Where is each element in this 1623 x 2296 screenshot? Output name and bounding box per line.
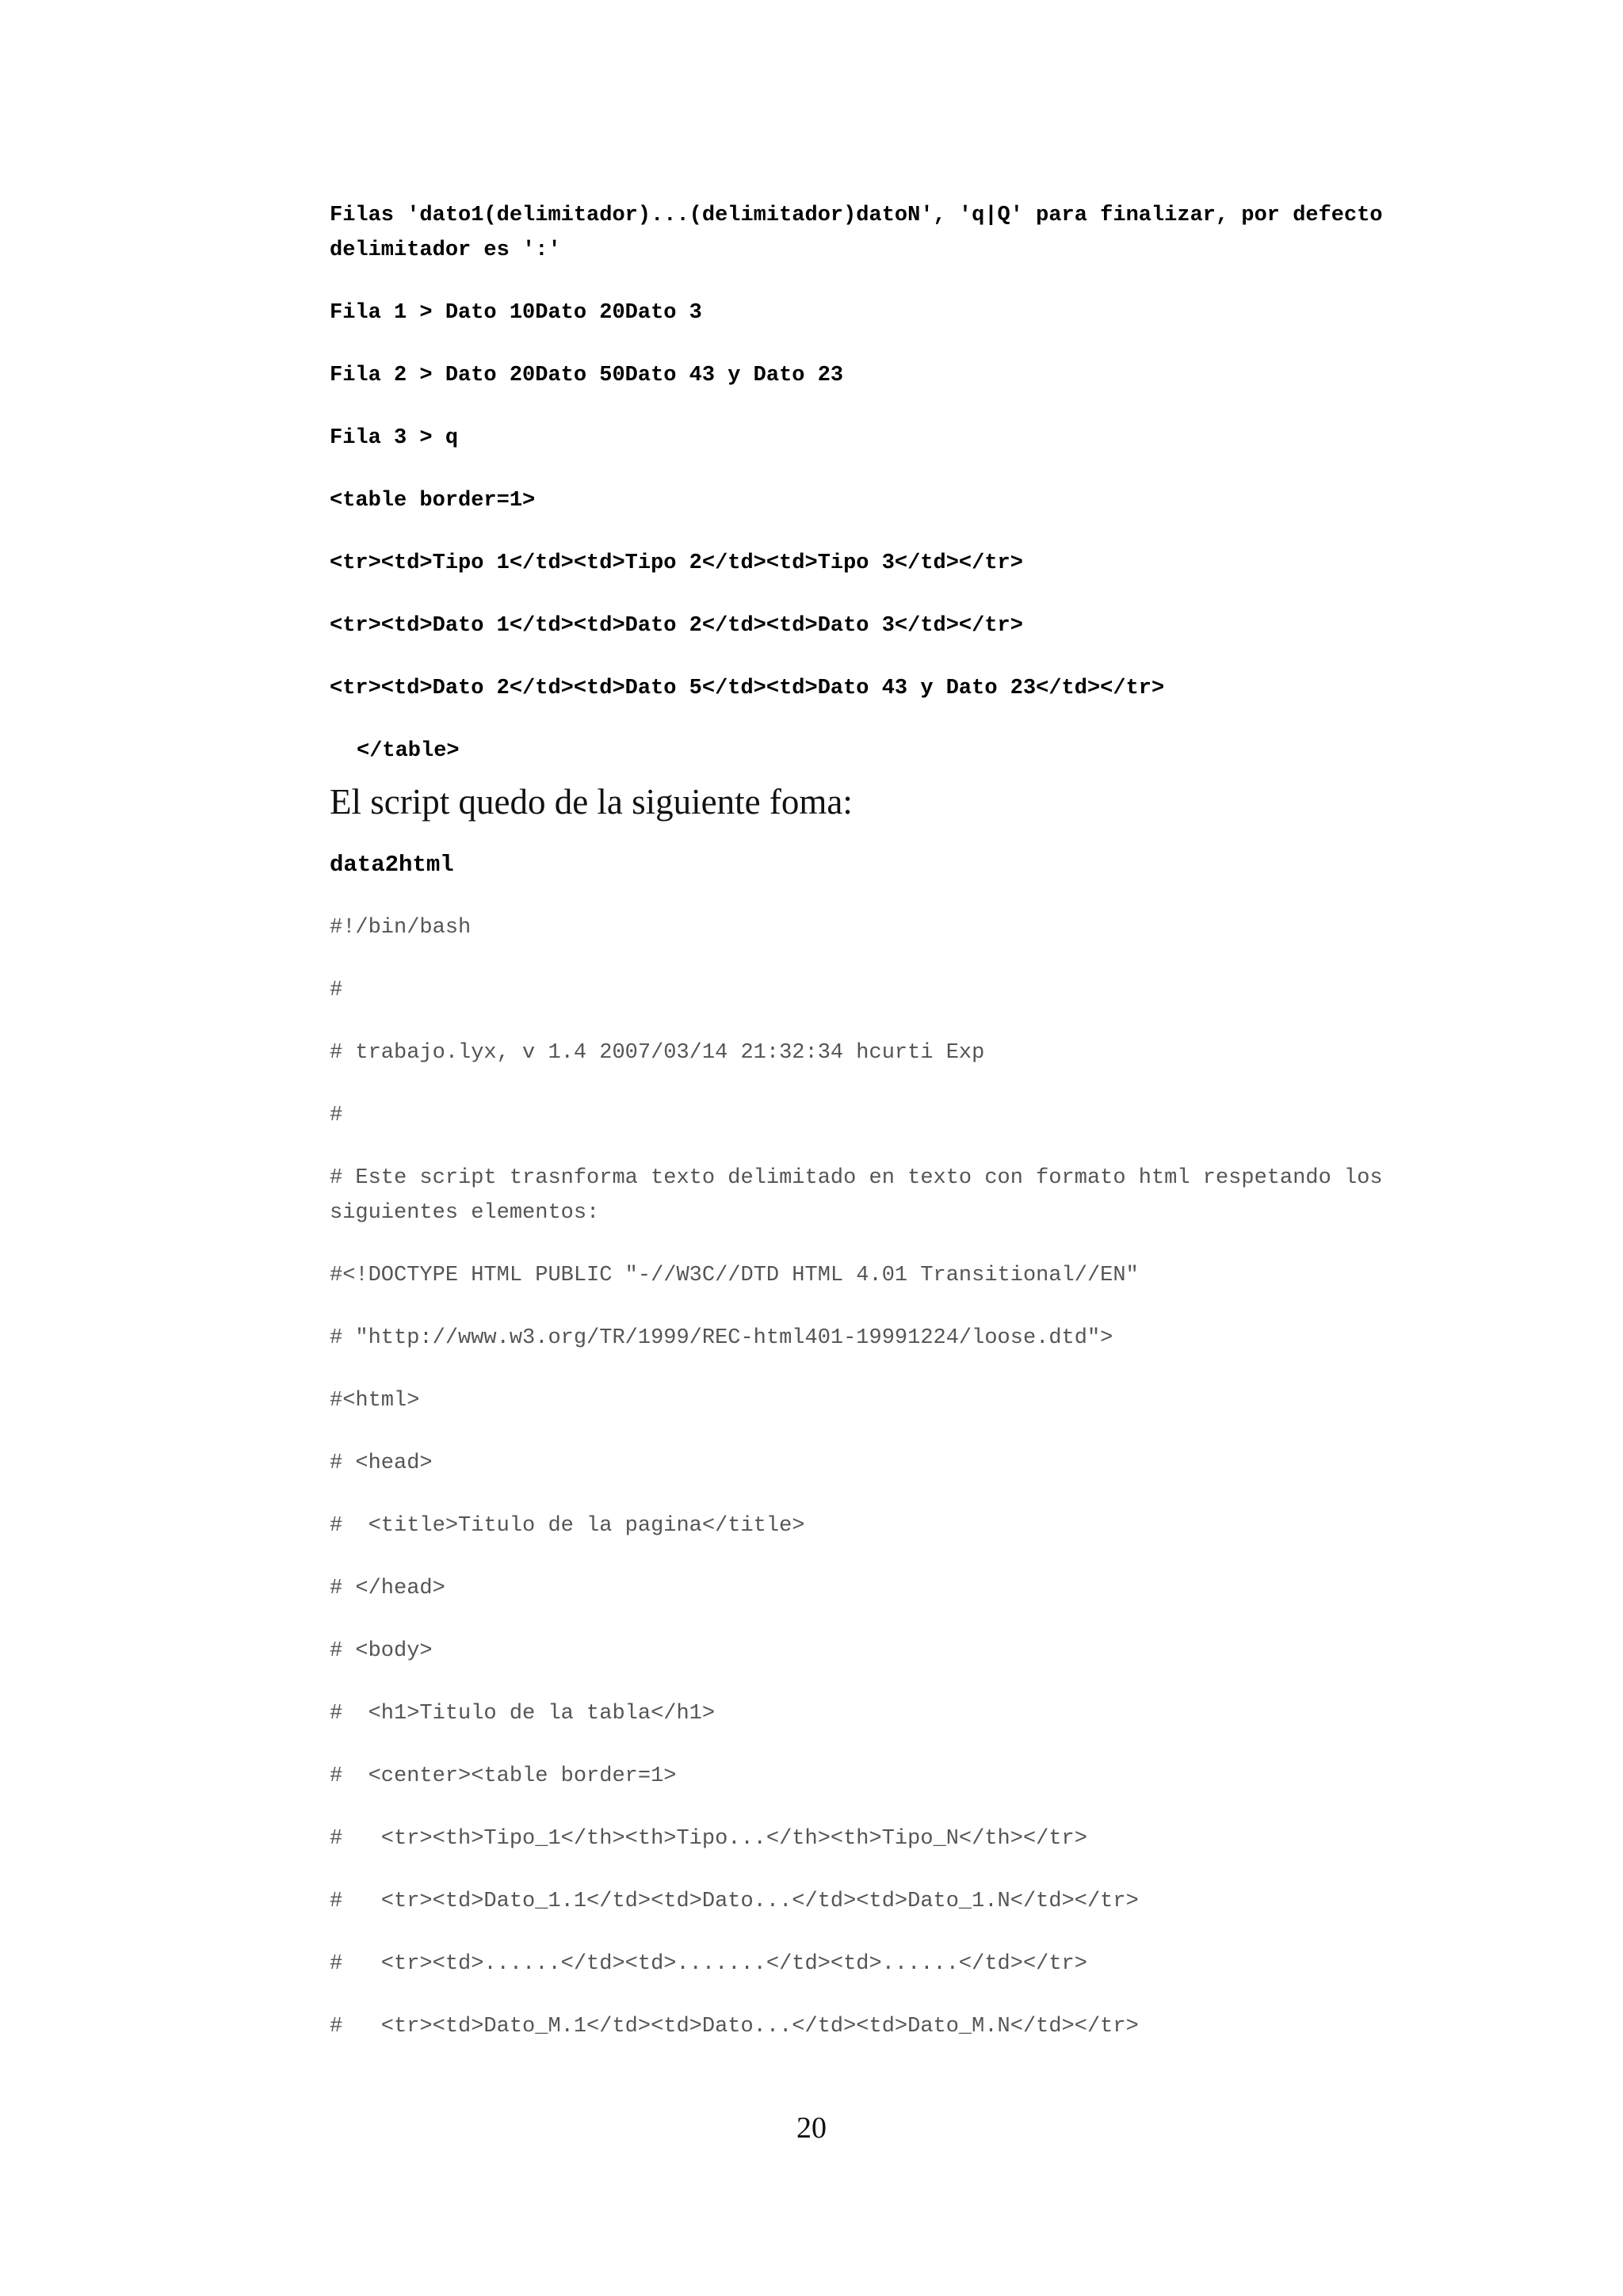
code-line: #<html> (330, 1389, 420, 1413)
code-line: # (330, 978, 343, 1002)
code-line: # trabajo.lyx, v 1.4 2007/03/14 21:32:34 hcurti Exp (330, 1041, 985, 1065)
output-line: Fila 2 > Dato 20Dato 50Dato 43 y Dato 23 (330, 364, 844, 387)
code-line: # <tr><th>Tipo_1</th><th>Tipo...</th><th>Tipo_N</th></tr> (330, 1827, 1087, 1851)
code-line: # "http://www.w3.org/TR/1999/REC-html401-19991224/loose.dtd"> (330, 1326, 1113, 1350)
code-line: # </head> (330, 1577, 445, 1600)
code-line: #<!DOCTYPE HTML PUBLIC "-//W3C//DTD HTML 4.01 Transitional//EN" (330, 1264, 1139, 1287)
table-close-line: </table> (357, 739, 460, 763)
code-line: # <h1>Titulo de la tabla</h1> (330, 1702, 716, 1726)
intro-paragraph: El script quedo de la siguiente foma: (330, 782, 853, 822)
code-line: # <head> (330, 1451, 433, 1475)
code-line: # <body> (330, 1639, 433, 1663)
code-line: # (330, 1104, 343, 1127)
code-line: # <tr><td>......</td><td>.......</td><td>......</td></tr> (330, 1952, 1087, 1976)
output-line: <tr><td>Dato 2</td><td>Dato 5</td><td>Dato 43 y Dato 23</td></tr> (330, 677, 1165, 700)
code-line: #!/bin/bash (330, 916, 472, 940)
code-line: # <center><table border=1> (330, 1764, 677, 1788)
code-line: # Este script trasnforma texto delimitado en texto con formato html respetando los siguientes elementos: (330, 1166, 1396, 1225)
page-number: 20 (796, 2111, 827, 2145)
code-line: # <title>Titulo de la pagina</title> (330, 1514, 805, 1538)
code-line: # <tr><td>Dato_1.1</td><td>Dato...</td><td>Dato_1.N</td></tr> (330, 1890, 1139, 1913)
output-line: <table border=1> (330, 489, 536, 513)
page-content (330, 198, 1396, 2072)
output-line: Fila 1 > Dato 10Dato 20Dato 3 (330, 301, 702, 325)
output-line: <tr><td>Tipo 1</td><td>Tipo 2</td><td>Tipo 3</td></tr> (330, 551, 1023, 575)
output-line: <tr><td>Dato 1</td><td>Dato 2</td><td>Dato 3</td></tr> (330, 614, 1023, 638)
code-line: # <tr><td>Dato_M.1</td><td>Dato...</td><td>Dato_M.N</td></tr> (330, 2015, 1139, 2039)
script-name: data2html (330, 852, 454, 878)
output-line: Fila 3 > q (330, 426, 459, 450)
output-line: Filas 'dato1(delimitador)...(delimitador)datoN', 'q|Q' para finalizar, por defecto delimitador es ':' (330, 204, 1396, 262)
